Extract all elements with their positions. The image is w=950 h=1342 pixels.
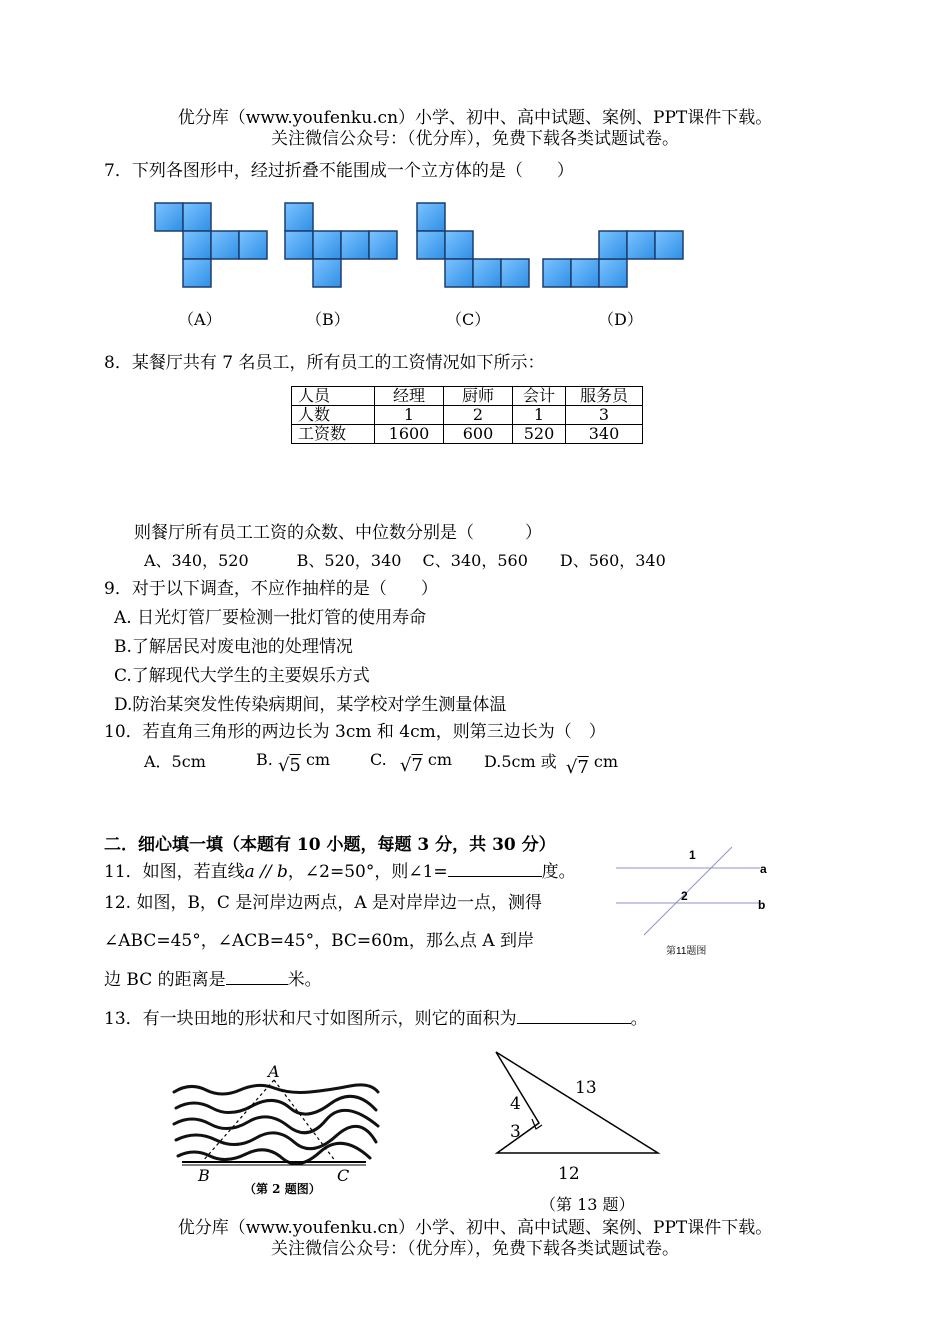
q9-option-d: D.防治某突发性传染病期间，某学校对学生测量体温	[114, 695, 507, 715]
q7-option-a: （A）	[178, 310, 222, 329]
table-cell: 600	[444, 425, 513, 444]
field-label-13: 13	[575, 1078, 597, 1098]
footer-line-1: 优分库（www.youfenku.cn）小学、初中、高中试题、案例、PPT课件下载。	[177, 1218, 773, 1238]
q10-text: 10．若直角三角形的两边长为 3cm 和 4cm，则第三边长为（ ）	[104, 722, 606, 742]
q7-option-d: （D）	[598, 310, 643, 329]
table-cell: 3	[566, 406, 643, 425]
q12-line-3	[104, 965, 322, 990]
q11-fig-label-a: a	[760, 862, 767, 876]
table-cell: 工资数	[292, 425, 375, 444]
q12-answer-blank[interactable]	[226, 984, 288, 985]
q10-option-d-label: D.5cm 或	[484, 752, 557, 771]
q9-option-b: B.了解居民对废电池的处理情况	[114, 637, 353, 657]
table-cell: 2	[444, 406, 513, 425]
table-cell: 1	[513, 406, 566, 425]
q12-line-3-prefix: 边 BC 的距离是	[104, 970, 226, 990]
q11-fig-label-2: 2	[681, 889, 688, 903]
table-cell: 520	[513, 425, 566, 444]
q9-text: 9．对于以下调查，不应作抽样的是（ ）	[104, 579, 438, 599]
river-caption: （第 2 题图）	[244, 1182, 321, 1196]
river-figure	[170, 1070, 385, 1180]
q10-option-b	[256, 749, 331, 776]
q13-answer-blank[interactable]	[517, 1023, 631, 1024]
table-cell: 人数	[292, 406, 375, 425]
header-line-2: 关注微信公众号：（优分库），免费下载各类试题试卷。	[271, 129, 679, 149]
table-cell: 1	[375, 406, 444, 425]
q10-option-c	[370, 749, 453, 776]
field-label-12: 12	[558, 1164, 580, 1184]
q13-text-prefix: 13．有一块田地的形状和尺寸如图所示，则它的面积为	[104, 1009, 517, 1029]
q9-option-c: C.了解现代大学生的主要娱乐方式	[114, 666, 370, 686]
header-line-1: 优分库（www.youfenku.cn）小学、初中、高中试题、案例、PPT课件下载。	[177, 108, 773, 128]
q11-fig-caption: 第11题图	[666, 946, 707, 957]
q8-options: A、340，520 B、520，340 C、340，560 D、560，340	[144, 551, 666, 570]
field-label-3: 3	[510, 1122, 521, 1142]
q11-answer-blank[interactable]	[448, 876, 542, 877]
q10-option-d-radicand: 7	[577, 757, 589, 778]
table-row	[292, 425, 643, 444]
river-label-b: B	[198, 1166, 210, 1185]
q13-text-end: 。	[630, 1009, 648, 1029]
q7-option-b: （B）	[306, 310, 350, 329]
q12-line-3-suffix: 米。	[287, 970, 322, 990]
q10-option-c-unit: cm	[427, 750, 453, 769]
net-c	[417, 203, 529, 287]
table-row	[292, 406, 643, 425]
net-d	[543, 231, 683, 287]
q11-parallel: a // b	[244, 862, 288, 882]
q11-fig-label-b: b	[758, 898, 766, 912]
river-label-c: C	[337, 1166, 350, 1185]
q10-option-c-radicand: 7	[411, 755, 423, 776]
table-cell: 1600	[375, 425, 444, 444]
q10-option-a: A．5cm	[144, 752, 206, 771]
cube-nets-figure	[0, 0, 950, 300]
table-header-cell: 厨师	[444, 387, 513, 406]
q8-followup: 则餐厅所有员工工资的众数、中位数分别是（ ）	[134, 523, 542, 543]
q10-option-d-unit: cm	[593, 752, 619, 771]
q13-text	[104, 1004, 648, 1029]
net-b	[285, 203, 397, 287]
table-header-cell: 经理	[375, 387, 444, 406]
table-header-row	[292, 387, 643, 406]
q11-fig-label-1: 1	[689, 848, 696, 862]
net-a	[155, 203, 267, 287]
table-cell: 340	[566, 425, 643, 444]
q7-text: 7．下列各图形中，经过折叠不能围成一个立方体的是（ ）	[104, 161, 574, 181]
q10-option-b-unit: cm	[305, 750, 331, 769]
q10-option-c-label: C.	[370, 750, 387, 769]
table-header-cell: 服务员	[566, 387, 643, 406]
sqrt-icon: √5	[277, 755, 301, 776]
river-label-a: A	[268, 1062, 280, 1081]
q10-option-b-radicand: 5	[289, 755, 301, 776]
q10-option-d	[484, 749, 619, 778]
q10-option-b-label: B.	[256, 750, 273, 769]
sqrt-icon: √7	[399, 755, 423, 776]
table-header-cell: 会计	[513, 387, 566, 406]
sqrt-icon: √7	[565, 757, 589, 778]
section-2-title: 二．细心填一填（本题有 10 小题，每题 3 分，共 30 分）	[104, 835, 556, 855]
field-caption: （第 13 题）	[540, 1195, 635, 1214]
q11-text	[104, 857, 576, 882]
field-label-4: 4	[510, 1094, 521, 1114]
q12-line-2: ∠ABC=45°，∠ACB=45°，BC=60m，那么点 A 到岸	[104, 931, 535, 951]
q9-option-a: A. 日光灯管厂要检测一批灯管的使用寿命	[114, 608, 427, 628]
q11-unit: 度。	[541, 862, 576, 882]
footer-line-2: 关注微信公众号：（优分库），免费下载各类试题试卷。	[271, 1239, 679, 1259]
wage-table	[291, 386, 643, 444]
table-header-cell: 人员	[292, 387, 375, 406]
q7-option-c: （C）	[446, 310, 491, 329]
q11-prefix: 11．如图，若直线	[104, 862, 245, 882]
q8-text: 8．某餐厅共有 7 名员工，所有员工的工资情况如下所示：	[104, 353, 545, 373]
q12-line-1: 12. 如图，B，C 是河岸边两点，A 是对岸岸边一点，测得	[104, 893, 543, 913]
q11-suffix: ，∠2=50°，则∠1=	[287, 862, 448, 882]
